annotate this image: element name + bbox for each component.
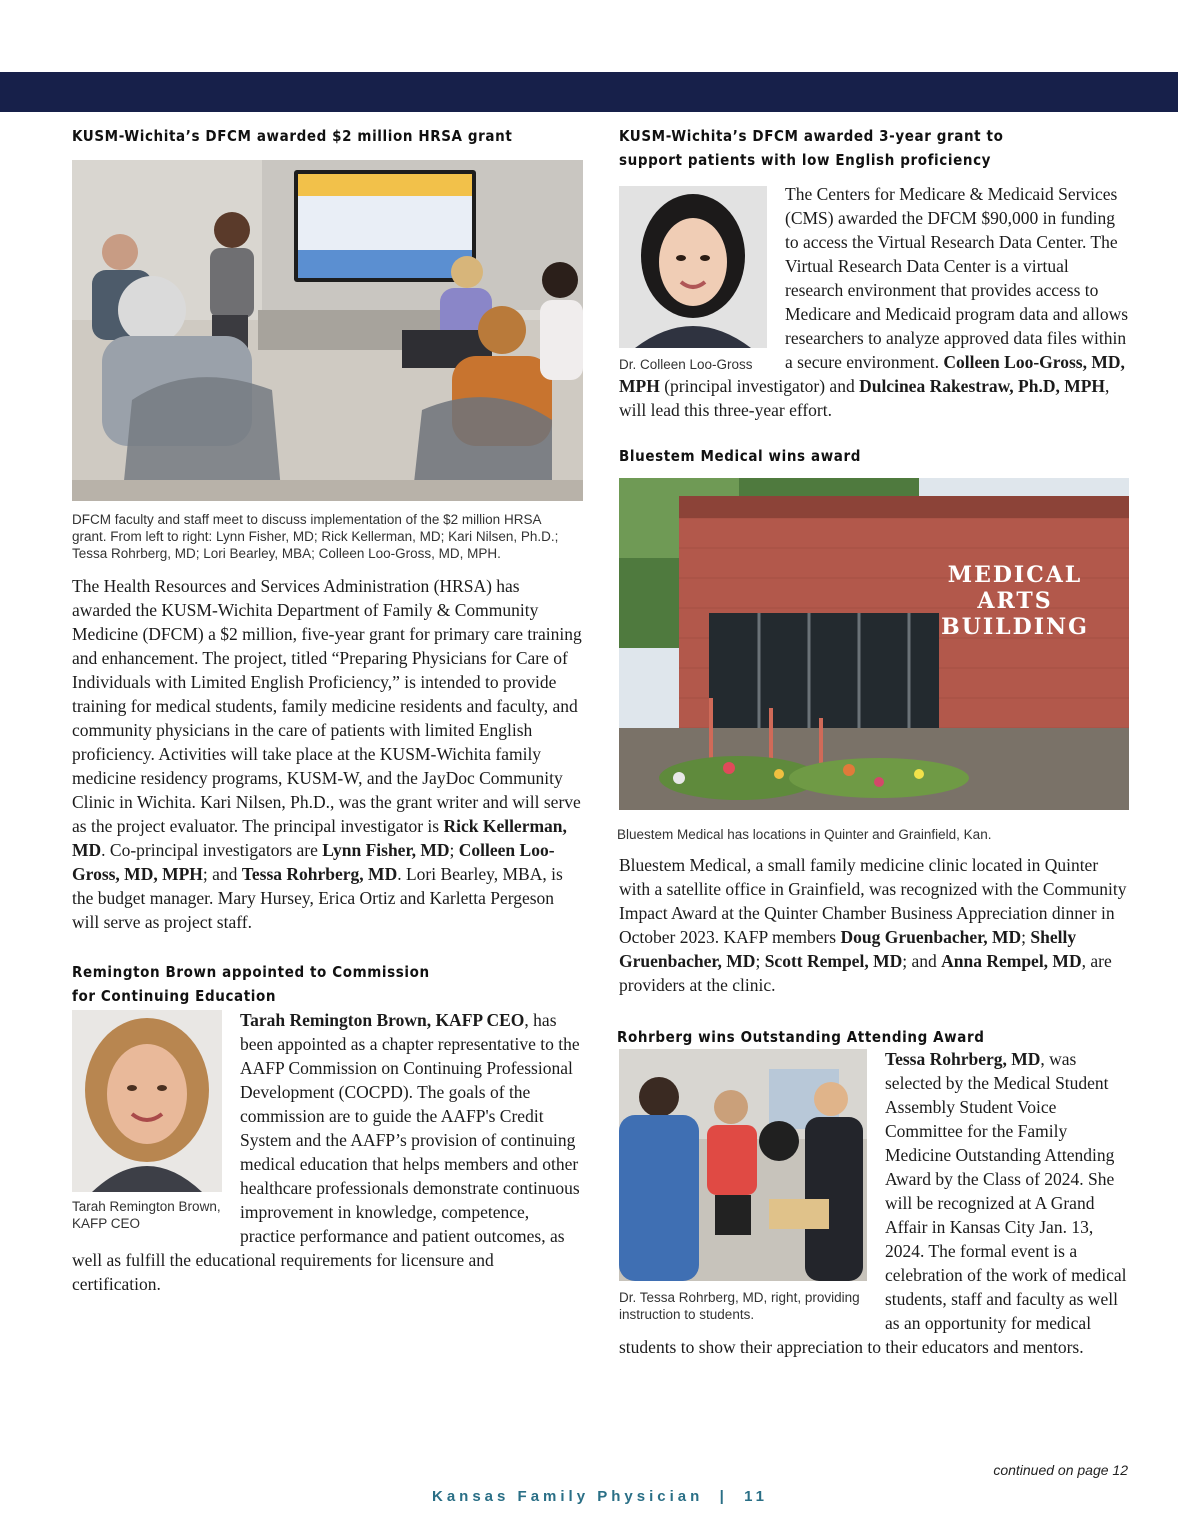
body-bold-name: Tessa Rohrberg, MD	[241, 864, 398, 884]
article-remington-brown	[72, 960, 582, 1296]
article-body	[72, 574, 582, 934]
body-bold-name: Lynn Fisher, MD	[322, 840, 450, 860]
body-text: , are providers at the clinic.	[619, 951, 1112, 995]
body-bold-name: Dulcinea Rakestraw, Ph.D, MPH	[859, 376, 1106, 396]
building-photo	[619, 478, 1129, 810]
continued-note: continued on page 12	[993, 1462, 1128, 1478]
article-bluestem	[619, 444, 1129, 997]
body-text: The Health Resources and Services Administration (HRSA) has awarded the KUSM-Wichita Department of Family & Community Medicine (DFCM) a $2 million, five-year grant for primary care training and enhancement. The project, titled “Preparing Physicians for Care of Individuals with Limited English Proficiency,” is intended to provide training for medical students, family medicine residents and faculty, and community physicians in the care of patients with limited English proficiency. Activities will take place at the KUSM-Wichita family medicine residency programs, KUSM-W, and the JayDoc Community Clinic in Wichita. Kari Nilsen, Ph.D., was the grant writer and will serve as the project evaluator. The principal investigator is	[72, 576, 582, 836]
body-text: ;	[755, 951, 765, 971]
body-text: ; and	[202, 864, 242, 884]
body-text: ;	[449, 840, 459, 860]
left-column	[72, 124, 582, 1296]
body-text: , will lead this three-year effort.	[619, 376, 1110, 420]
body-text: . Co-principal investigators are	[101, 840, 323, 860]
body-bold-name: Tessa Rohrberg, MD	[885, 1049, 1041, 1069]
article-cms-grant	[619, 124, 1129, 422]
sign-line: MEDICAL	[947, 562, 1083, 588]
body-text: , has been appointed as a chapter representative to the AAFP Commission on Continuing Professional Development (COCPD). The goals of the commission are to guide the AAFP's Credit System and the AAFP’s provision of continuing medical education that helps members and other healthcare professionals demonstrate continuous improvement in knowledge, competence, practice performance and patient outcomes, as well as fulfill the educational requirements for licensure and certification.	[72, 1010, 580, 1294]
right-column	[619, 124, 1129, 1359]
article-hrsa-grant	[72, 124, 582, 934]
photo-caption: Dr. Tessa Rohrberg, MD, right, providing instruction to students.	[619, 1290, 860, 1322]
article-headline: Bluestem Medical wins award	[619, 447, 861, 465]
body-text: Bluestem Medical, a small family medicine clinic located in Quinter with a satellite office in Grainfield, was recognized with the Community Impact Award at the Quinter Chamber Business Appreciation dinner in October 2023. KAFP members	[619, 855, 1127, 947]
photo-caption: DFCM faculty and staff meet to discuss implementation of the $2 million HRSA grant. From left to right: Lynn Fisher, MD; Rick Kellerman, MD; Kari Nilsen, Ph.D.; Tessa Rohrberg, MD; Lori Bearley, MBA; Colleen Loo-Gross, MD, MPH.	[72, 512, 559, 561]
students-photo	[619, 1049, 867, 1281]
portrait-figure	[619, 186, 767, 373]
article-headline: Rohrberg wins Outstanding Attending Award	[617, 1028, 985, 1046]
body-text: (principal investigator) and	[659, 376, 860, 396]
body-bold-name: Rick Kellerman, MD	[72, 816, 567, 860]
photo-caption: Dr. Colleen Loo-Gross	[619, 357, 753, 372]
body-bold-name: Scott Rempel, MD	[764, 951, 903, 971]
article-headline: Remington Brown appointed to Commission for Continuing Education	[72, 963, 430, 1005]
sign-line: ARTS	[977, 588, 1053, 614]
meeting-photo	[72, 160, 583, 501]
body-text: ; and	[902, 951, 942, 971]
portrait-photo	[619, 186, 767, 348]
article-headline: KUSM-Wichita’s DFCM awarded 3-year grant to support patients with low English proficiency	[619, 127, 1004, 169]
body-text: The Centers for Medicare & Medicaid Services (CMS) awarded the DFCM $90,000 in funding to access the Virtual Research Data Center. The Virtual Research Data Center is a virtual research environment that provides access to Medicare and Medicaid program data and allows researchers to analyze approved data files within a secure environment.	[785, 184, 1129, 372]
portrait-photo	[72, 1010, 222, 1192]
page-footer: Kansas Family Physician | 11	[432, 1488, 768, 1505]
photo-caption: Tarah Remington Brown, KAFP CEO	[72, 1199, 221, 1231]
sign-line: BUILDING	[941, 614, 1089, 640]
body-bold-name: Colleen Loo-Gross, MD, MPH	[72, 840, 555, 884]
article-headline: KUSM-Wichita’s DFCM awarded $2 million HRSA grant	[72, 127, 513, 145]
portrait-figure	[72, 1008, 222, 1232]
body-text: . Lori Bearley, MBA, is the budget manager. Mary Hursey, Erica Ortiz and Karletta Pergeson will serve as project staff.	[72, 864, 563, 932]
body-bold-name: Colleen Loo-Gross, MD, MPH	[619, 352, 1125, 396]
header-band	[0, 72, 1178, 112]
body-bold-name: Shelly Gruenbacher, MD	[619, 927, 1077, 971]
body-text: , was selected by the Medical Student Assembly Student Voice Committee for the Family Medicine Outstanding Attending Award by the Class of 2024. She will be recognized at A Grand Affair in Kansas City Jan. 13, 2024. The formal event is a celebration of the work of medical students, staff and faculty as well as an opportunity for medical students to show their appreciation to their educators and mentors.	[619, 1049, 1127, 1357]
photo-caption: Bluestem Medical has locations in Quinter and Grainfield, Kan.	[617, 827, 992, 842]
body-bold-name: Anna Rempel, MD	[941, 951, 1082, 971]
body-bold-name: Doug Gruenbacher, MD	[840, 927, 1022, 947]
students-figure	[619, 1049, 867, 1323]
article-body	[619, 853, 1129, 997]
article-rohrberg-award	[619, 1025, 1129, 1359]
body-text: ;	[1021, 927, 1031, 947]
body-bold-name: Tarah Remington Brown, KAFP CEO	[240, 1010, 525, 1030]
